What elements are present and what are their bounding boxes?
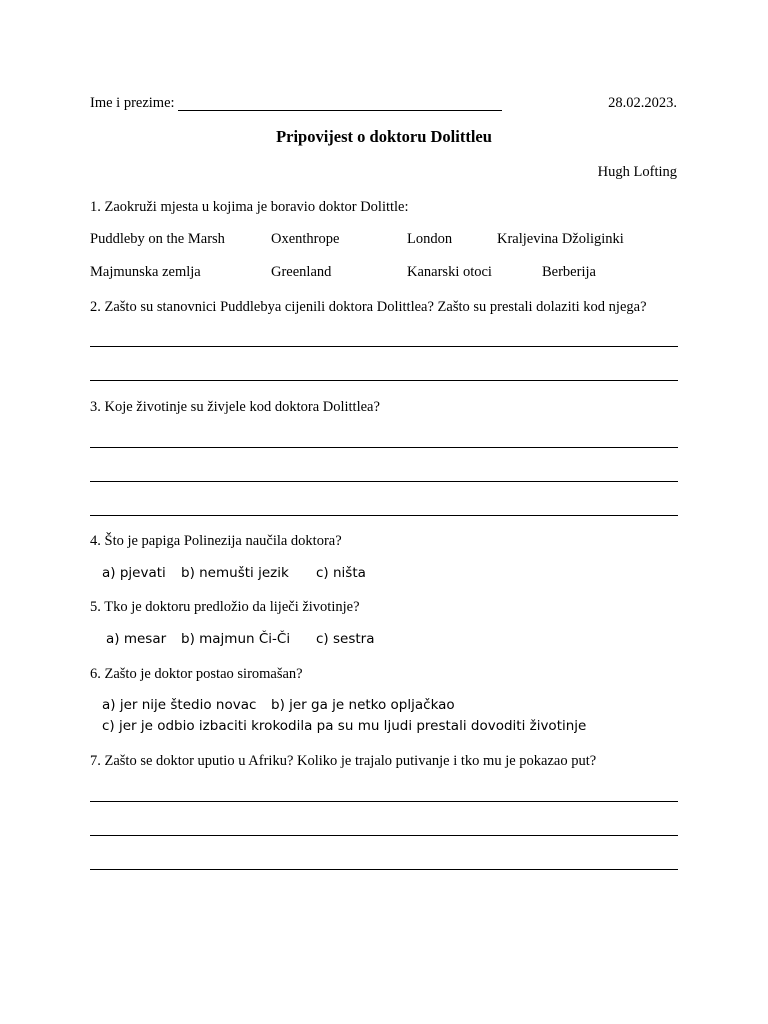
answer-option: b) majmun Či-Či [181,631,291,647]
question-6: 6. Zašto je doktor postao siromašan? [90,666,303,682]
place-option: Berberija [542,264,596,280]
name-underline [178,110,502,111]
place-option: Greenland [271,264,332,280]
answer-option: c) jer je odbio izbaciti krokodila pa su mu ljudi prestali dovoditi životinje [102,718,587,734]
answer-option: a) jer nije štedio novac [102,697,257,713]
place-option: Oxenthrope [271,231,340,247]
author: Hugh Lofting [597,164,677,180]
question-5: 5. Tko je doktoru predložio da liječi životinje? [90,599,360,615]
question-7: 7. Zašto se doktor uputio u Afriku? Koliko je trajalo putivanje i tko mu je pokazao put? [90,753,597,769]
answer-option: c) sestra [316,631,375,647]
place-option: London [407,231,453,247]
place-option: Puddleby on the Marsh [90,231,225,247]
answer-option: a) pjevati [102,565,166,581]
answer-line [90,481,678,482]
name-label: Ime i prezime: [90,95,175,111]
answer-line [90,835,678,836]
place-option: Kanarski otoci [407,264,492,280]
date: 28.02.2023. [608,95,677,111]
answer-line [90,869,678,870]
answer-option: b) nemušti jezik [181,565,289,581]
answer-line [90,515,678,516]
answer-option: a) mesar [106,631,167,647]
page-title: Pripovijest o doktoru Dolittleu [276,127,492,146]
question-3: 3. Koje životinje su živjele kod doktora Dolittlea? [90,399,380,415]
question-4: 4. Što je papiga Polinezija naučila doktora? [90,533,342,549]
answer-line [90,801,678,802]
answer-line [90,346,678,347]
answer-line [90,380,678,381]
answer-line [90,447,678,448]
place-option: Majmunska zemlja [90,264,201,280]
place-option: Kraljevina Džoliginki [497,231,624,247]
answer-option: c) ništa [316,565,366,581]
question-2: 2. Zašto su stanovnici Puddlebya cijenili doktora Dolittlea? Zašto su prestali dolaziti kod njega? [90,299,647,315]
answer-option: b) jer ga je netko opljačkao [271,697,455,713]
question-1: 1. Zaokruži mjesta u kojima je boravio doktor Dolittle: [90,199,409,215]
